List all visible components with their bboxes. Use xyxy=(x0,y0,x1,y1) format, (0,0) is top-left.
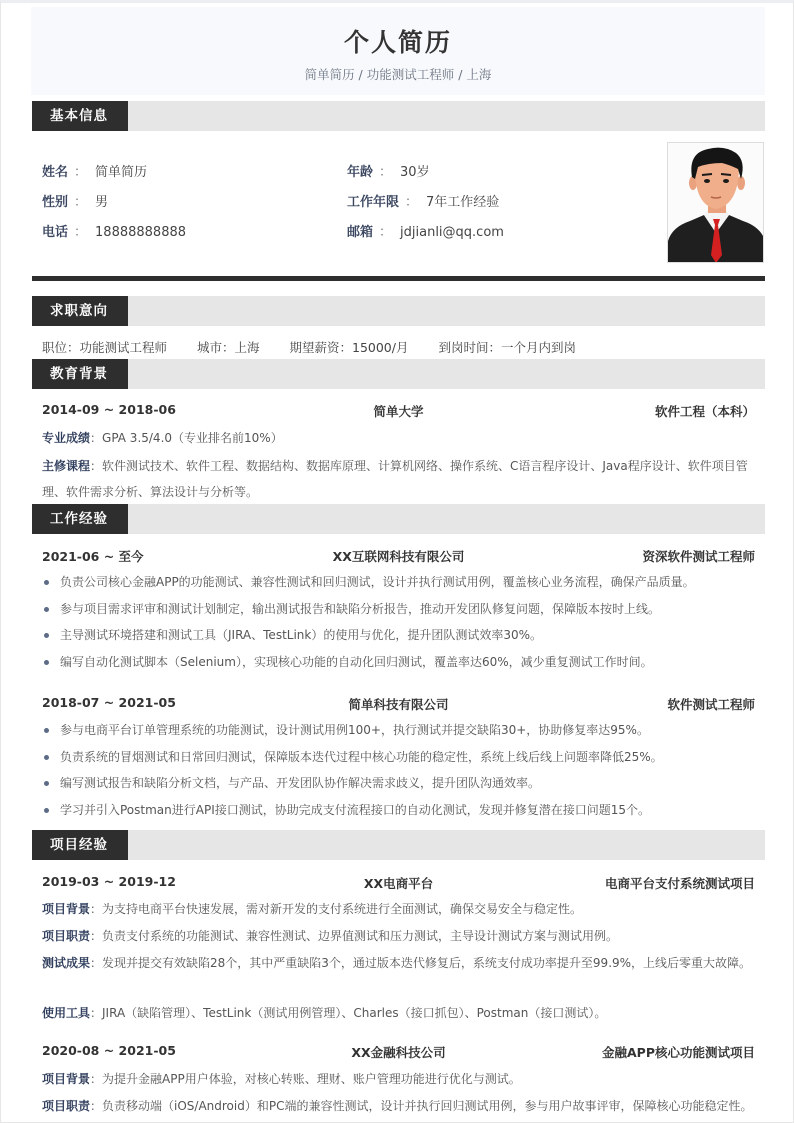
field-value: 30岁 xyxy=(400,165,430,180)
project-entry-header xyxy=(42,1043,755,1063)
section-header-education xyxy=(32,359,765,389)
item-value: ：JIRA（缺陷管理）、TestLink（测试用例管理）、Charles（接口抓包）、Postman（接口测试）。 xyxy=(90,1006,607,1020)
list-item: 参与电商平台订单管理系统的功能测试，设计测试用例100+，执行测试并提交缺陷30+，协助修复率达95%。 xyxy=(42,717,762,744)
project-name: 电商平台支付系统测试项目 xyxy=(604,876,755,891)
item-value: ：为提升金融APP用户体验，对核心转账、理财、账户管理功能进行优化与测试。 xyxy=(90,1072,521,1086)
resume-header xyxy=(31,7,765,95)
page-title: 个人简历 xyxy=(343,28,452,57)
section-title: 基本信息 xyxy=(32,101,128,131)
list-item: 学习并引入Postman进行API接口测试，协助完成支付流程接口的自动化测试，发现并修复潜在接口问题15个。 xyxy=(42,797,762,824)
section-title: 工作经验 xyxy=(32,504,128,534)
work-entry-header xyxy=(42,695,755,715)
field-label: 姓名 xyxy=(42,165,69,180)
list-item: 负责系统的冒烟测试和日常回归测试，保障版本迭代过程中核心功能的稳定性，系统上线后线上问题率降低25%。 xyxy=(42,744,762,771)
job-intent xyxy=(42,339,602,357)
section-header-work xyxy=(32,504,765,534)
school-name: 简单大学 xyxy=(373,404,424,419)
education-major: 软件工程（本科） xyxy=(654,404,755,419)
work-role: 资深软件测试工程师 xyxy=(642,549,755,564)
field-name: 姓名 ： 简单简历 xyxy=(42,163,147,183)
field-value: jdjianli@qq.com xyxy=(400,225,504,240)
field-value: 18888888888 xyxy=(95,225,187,240)
project-duties xyxy=(42,923,757,949)
project-background xyxy=(42,896,757,922)
education-courses xyxy=(42,453,757,505)
field-age: 年龄 ： 30岁 xyxy=(347,163,430,183)
item-label: 项目职责 xyxy=(42,929,91,943)
page-subtitle: 简单简历 / 功能测试工程师 / 上海 xyxy=(304,67,492,82)
item-value: ：负责支付系统的功能测试、兼容性测试、边界值测试和压力测试，主导设计测试方案与测试用例。 xyxy=(90,929,619,943)
field-label: 邮箱 xyxy=(347,225,374,240)
field-years: 工作年限 ： 7年工作经验 xyxy=(347,193,499,213)
field-label: 年龄 xyxy=(347,165,374,180)
project-client: XX电商平台 xyxy=(363,876,434,891)
intent-position: 职位：功能测试工程师 xyxy=(42,340,168,355)
project-tools xyxy=(42,1000,757,1026)
item-label: 项目职责 xyxy=(42,1099,91,1113)
company-name: XX互联网科技有限公司 xyxy=(332,549,465,564)
project-client: XX金融科技公司 xyxy=(351,1045,446,1060)
item-value: ：负责移动端（iOS/Android）和PC端的兼容性测试，设计并执行回归测试用例，参与用户故事评审，保障核心功能稳定性。 xyxy=(90,1099,753,1113)
item-label: 测试成果 xyxy=(42,956,91,970)
list-item: 负责公司核心金融APP的功能测试、兼容性测试和回归测试，设计并执行测试用例，覆盖核心业务流程，确保产品质量。 xyxy=(42,569,762,596)
item-value: ：为支持电商平台快速发展，需对新开发的支付系统进行全面测试，确保交易安全与稳定性。 xyxy=(90,902,583,916)
field-email: 邮箱 ： jdjianli@qq.com xyxy=(347,223,504,243)
field-label: 性别 xyxy=(42,195,69,210)
field-phone: 电话 ： 18888888888 xyxy=(42,223,186,243)
section-header-intent xyxy=(32,296,765,326)
work-bullets xyxy=(42,717,762,823)
item-label: 项目背景 xyxy=(42,902,91,916)
field-label: 电话 xyxy=(42,225,69,240)
project-entry-header xyxy=(42,874,755,894)
list-item: 编写测试报告和缺陷分析文档，与产品、开发团队协作解决需求歧义，提升团队沟通效率。 xyxy=(42,770,762,797)
intent-city: 城市：上海 xyxy=(197,340,260,355)
work-role: 软件测试工程师 xyxy=(667,697,755,712)
item-value: ：发现并提交有效缺陷28个，其中严重缺陷3个，通过版本迭代修复后，系统支付成功率提升至99.9%，上线后零重大故障。 xyxy=(90,956,752,970)
field-label: 工作年限 xyxy=(347,195,400,210)
list-item: 编写自动化测试脚本（Selenium），实现核心功能的自动化回归测试，覆盖率达60%，减少重复测试工作时间。 xyxy=(42,649,762,676)
courses-label: 主修课程 xyxy=(42,459,91,473)
project-period: 2020-08 ~ 2021-05 xyxy=(42,1043,176,1058)
education-entry-header xyxy=(42,402,755,422)
courses-value: ：软件测试技术、软件工程、数据结构、数据库原理、计算机网络、操作系统、C语言程序设计、Java程序设计、软件项目管理、软件需求分析、算法设计与分析等。 xyxy=(42,459,748,499)
field-value: 简单简历 xyxy=(95,165,148,180)
project-duties xyxy=(42,1093,757,1119)
intent-availability: 到岗时间：一个月内到岗 xyxy=(438,340,576,355)
field-value: 7年工作经验 xyxy=(426,195,500,210)
intent-salary: 期望薪资：15000/月 xyxy=(289,340,409,355)
item-label: 使用工具 xyxy=(42,1006,91,1020)
work-period: 2021-06 ~ 至今 xyxy=(42,549,144,564)
company-name: 简单科技有限公司 xyxy=(348,697,449,712)
list-item: 参与项目需求评审和测试计划制定，输出测试报告和缺陷分析报告，推动开发团队修复问题，保障版本按时上线。 xyxy=(42,596,762,623)
section-title: 项目经验 xyxy=(32,830,128,860)
section-header-projects xyxy=(32,830,765,860)
work-period: 2018-07 ~ 2021-05 xyxy=(42,695,176,710)
field-value: 男 xyxy=(95,195,109,210)
field-gender: 性别 ： 男 xyxy=(42,193,108,213)
education-period: 2014-09 ~ 2018-06 xyxy=(42,402,176,417)
work-entry-header xyxy=(42,547,755,567)
project-background xyxy=(42,1066,757,1092)
project-results xyxy=(42,950,757,976)
project-period: 2019-03 ~ 2019-12 xyxy=(42,874,176,889)
gpa-value: ：GPA 3.5/4.0（专业排名前10%） xyxy=(90,431,283,445)
project-name: 金融APP核心功能测试项目 xyxy=(602,1045,755,1060)
section-title: 教育背景 xyxy=(32,359,128,389)
section-header-basic xyxy=(32,101,765,131)
work-bullets xyxy=(42,569,762,675)
avatar xyxy=(667,142,764,263)
education-gpa xyxy=(42,425,757,451)
section-title: 求职意向 xyxy=(32,296,128,326)
item-label: 项目背景 xyxy=(42,1072,91,1086)
avatar-illustration-icon xyxy=(668,143,764,263)
list-item: 主导测试环境搭建和测试工具（JIRA、TestLink）的使用与优化，提升团队测试效率30%。 xyxy=(42,622,762,649)
section-divider xyxy=(32,276,765,281)
gpa-label: 专业成绩 xyxy=(42,431,91,445)
